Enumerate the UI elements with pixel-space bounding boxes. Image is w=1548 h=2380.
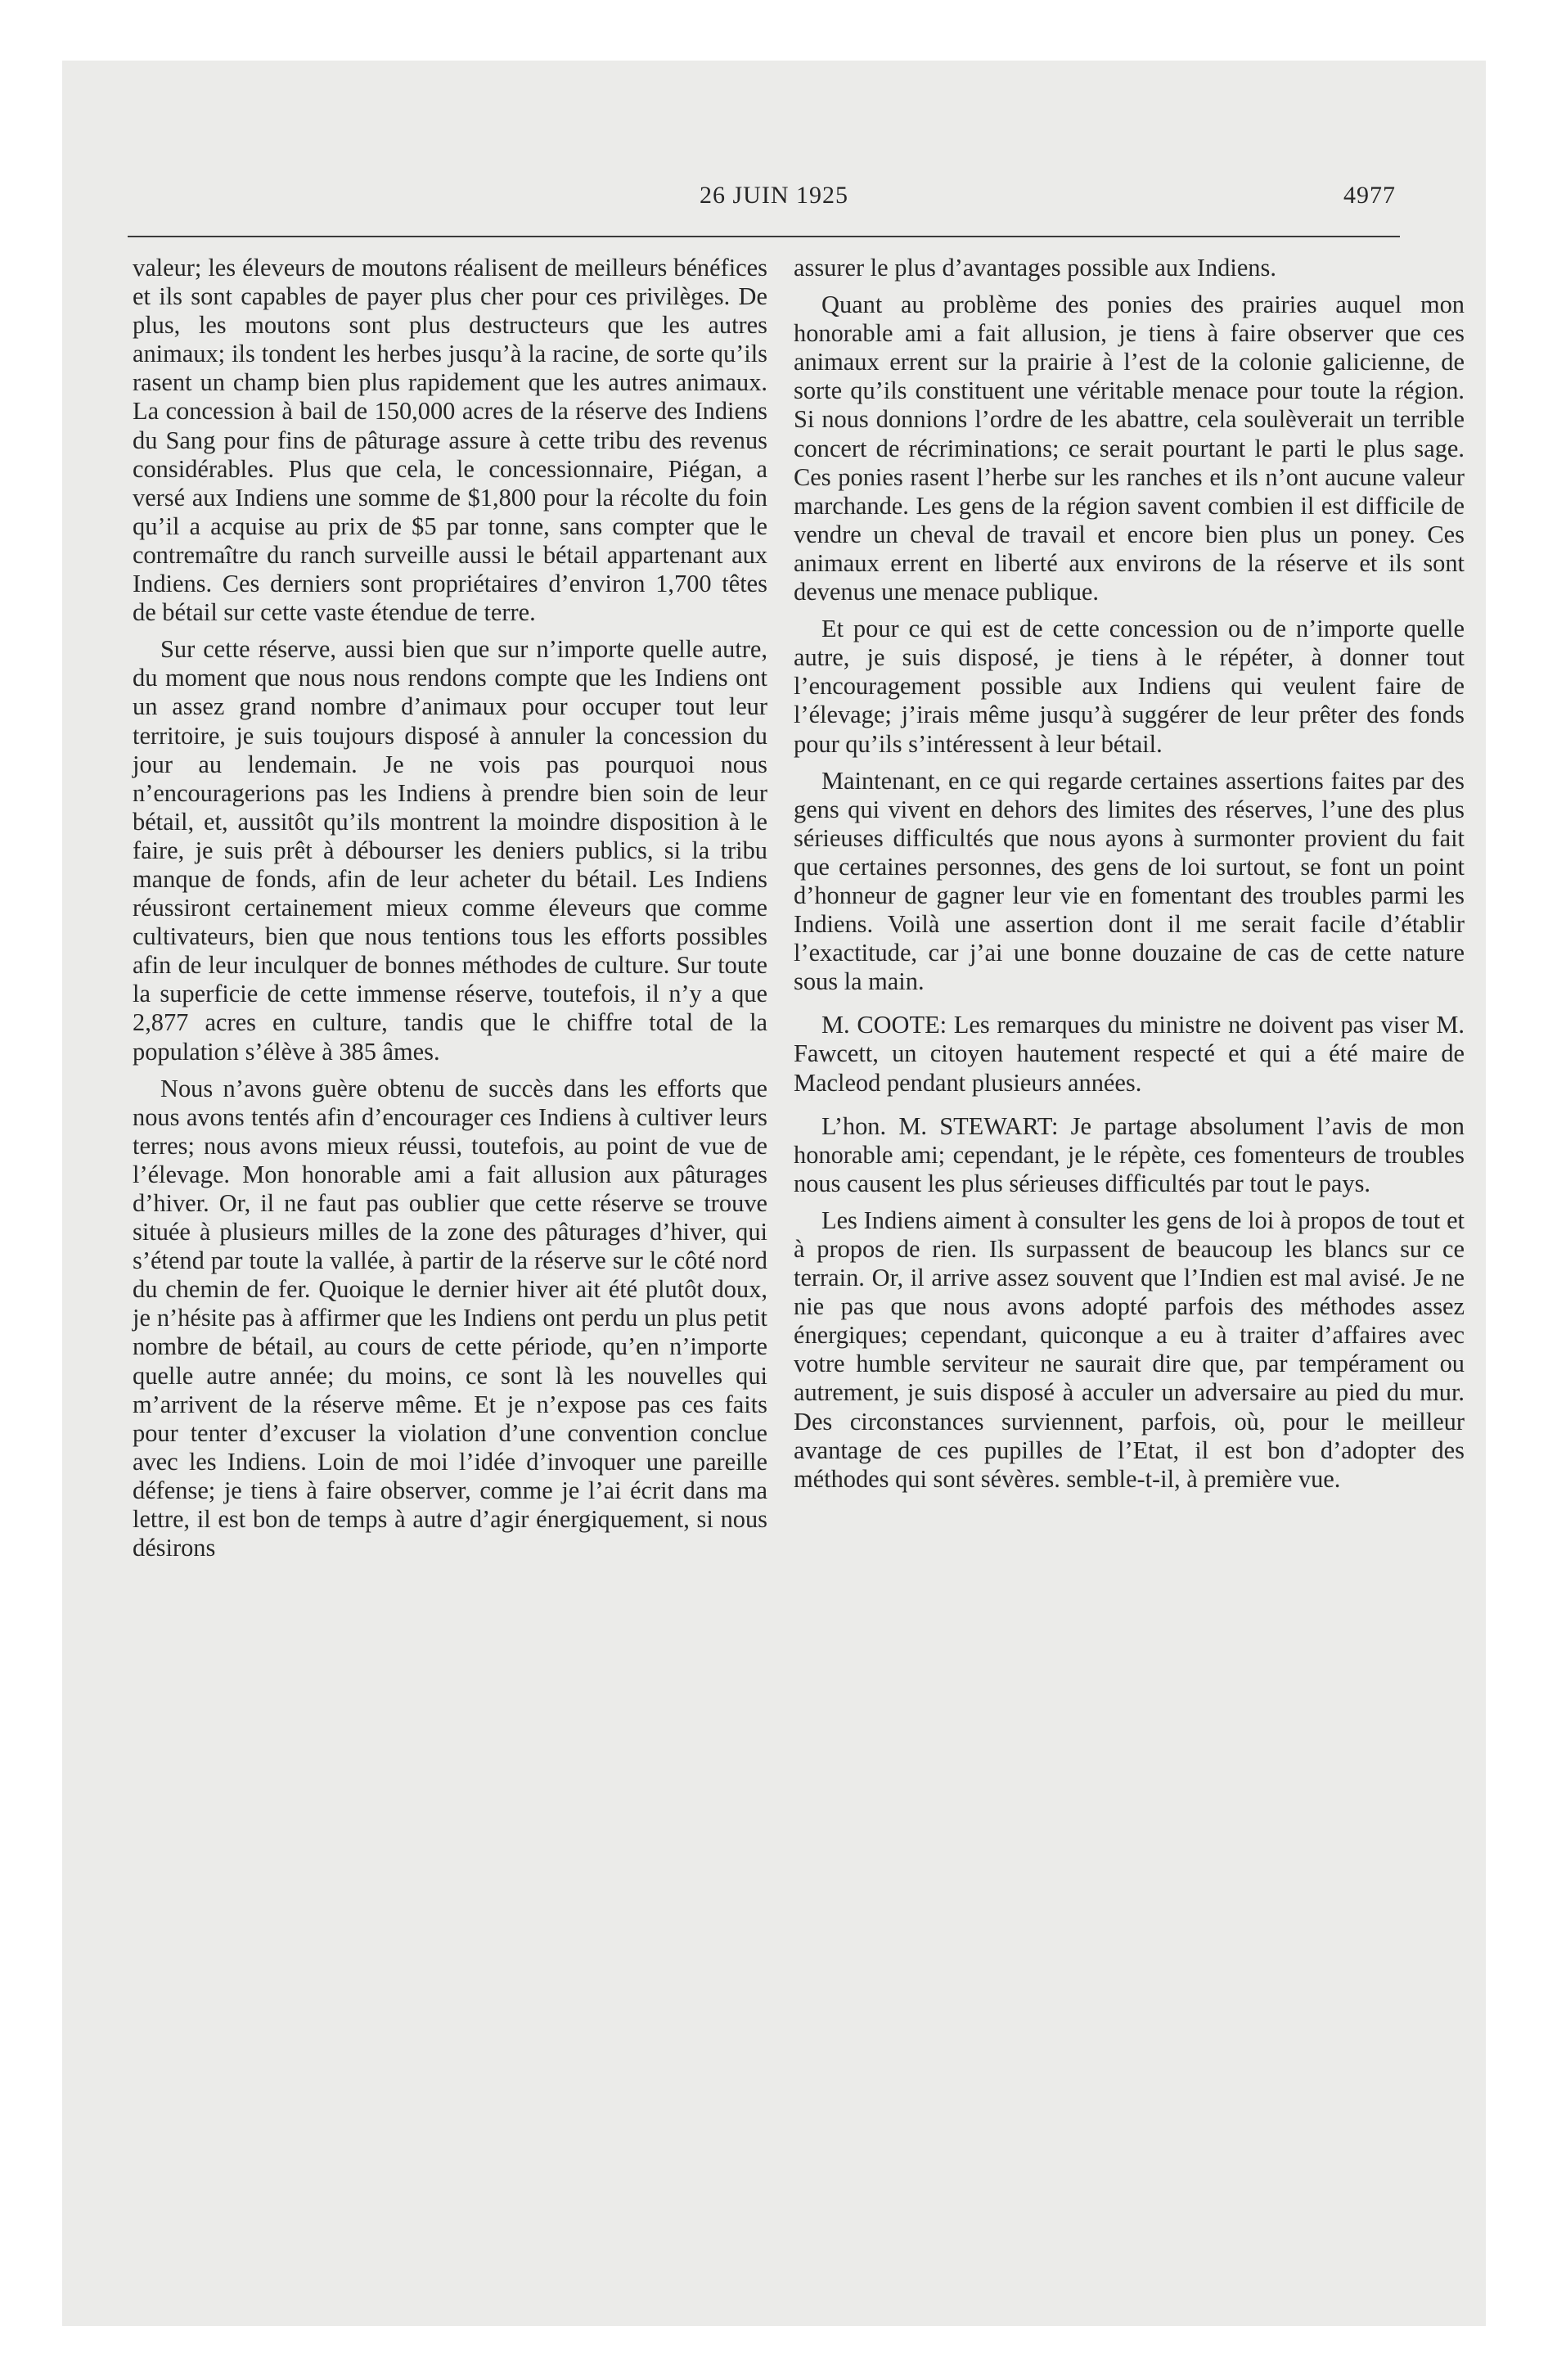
paragraph: Nous n’avons guère obtenu de succès dans les efforts que nous avons tentés afin d’encourager ces Indiens à cultiver leurs terres; nous avons mieux réussi, toutefois, au point de vue de l’élevage. Mon honorable ami a fait allusion aux pâturages d’hiver. Or, il ne faut pas oublier que cette réserve se trouve située à plusieurs milles de la zone des pâturages d’hiver, qui s’étend par toute la vallée, à partir de la réserve sur le côté nord du chemin de fer. Quoique le dernier hiver ait été plutôt doux, je n’hésite pas à affirmer que les Indiens ont perdu un plus petit nombre de bétail, au cours de cette période, qu’en n’importe quelle autre année; du moins, ce sont là les nouvelles qui m’arrivent de la réserve même. Et je n’expose pas ces faits pour tenter d’excuser la violation d’une convention conclue avec les Indiens. Loin de moi l’idée d’invoquer une pareille défense; je tiens à faire observer, comme je l’ai écrit dans ma lettre, il est bon de temps à autre d’agir énergiquement, si nous désirons bbox=[133, 1074, 767, 1562]
page-date: 26 JUIN 1925 bbox=[700, 182, 848, 209]
header-rule bbox=[128, 236, 1400, 237]
paragraph: Et pour ce qui est de cette concession ou de n’importe quelle autre, je suis disposé, je tiens à le répéter, à donner tout l’encouragement possible aux Indiens qui veulent faire de l’élevage; j’irais même jusqu’à suggérer de leur prêter des fonds pour qu’ils s’intéressent à leur bétail. bbox=[794, 615, 1465, 758]
paragraph: Sur cette réserve, aussi bien que sur n’importe quelle autre, du moment que nous nous rendons compte que les Indiens ont un assez grand nombre d’animaux pour occuper tout leur territoire, je suis toujours disposé à annuler la concession du jour au lendemain. Je ne vois pas pourquoi nous n’encouragerions pas les Indiens à prendre bien soin de leur bétail, et, aussitôt qu’ils montrent la moindre disposition à le faire, je suis prêt à débourser les deniers publics, si la tribu manque de fonds, afin de leur acheter du bétail. Les Indiens réussiront certainement mieux comme éleveurs que comme cultivateurs, bien que nous tentions tous les efforts possibles afin de leur inculquer de bonnes méthodes de culture. Sur toute la superficie de cette immense réserve, toutefois, il n’y a que 2,877 acres en culture, tandis que le chiffre total de la population s’élève à 385 âmes. bbox=[133, 635, 767, 1066]
page-header bbox=[62, 182, 1486, 214]
paragraph: Maintenant, en ce qui regarde certaines assertions faites par des gens qui vivent en dehors des limites des réserves, l’une des plus sérieuses difficultés que nous ayons à surmonter provient du fait que certaines personnes, des gens de loi surtout, se font un point d’honneur de gagner leur vie en fomentant des troubles parmi les Indiens. Voilà une assertion dont il me serait facile d’établir l’exactitude, car j’ai une bonne douzaine de cas de cette nature sous la main. bbox=[794, 766, 1465, 996]
paragraph: valeur; les éleveurs de moutons réalisent de meilleurs bénéfices et ils sont capables de payer plus cher pour ces privilèges. De plus, les moutons sont plus destructeurs que les autres animaux; ils tondent les herbes jusqu’à la racine, de sorte qu’ils rasent un champ bien plus rapidement que les autres animaux. La concession à bail de 150,000 acres de la réserve des Indiens du Sang pour fins de pâturage assure à cette tribu des revenus considérables. Plus que cela, le concessionnaire, Piégan, a versé aux Indiens une somme de $1,800 pour la récolte du foin qu’il a acquise au prix de $5 par tonne, sans compter que le contremaître du ranch surveille aussi le bétail appartenant aux Indiens. Ces derniers sont propriétaires d’environ 1,700 têtes de bétail sur cette vaste étendue de terre. bbox=[133, 254, 767, 627]
left-column bbox=[133, 254, 767, 1571]
page-number: 4977 bbox=[1343, 182, 1396, 209]
paragraph: assurer le plus d’avantages possible aux Indiens. bbox=[794, 254, 1276, 282]
scanned-page bbox=[62, 61, 1486, 2326]
paragraph: Les Indiens aiment à consulter les gens de loi à propos de tout et à propos de rien. Ils surpassent de beaucoup les blancs sur ce terrain. Or, il arrive assez souvent que l’Indien est mal avisé. Je ne nie pas que nous avons adopté parfois des méthodes assez énergiques; cependant, quiconque a eu à traiter d’affaires avec votre humble serviteur ne saurait dire que, par tempérament ou autrement, je suis disposé à acculer un adversaire au pied du mur. Des circonstances surviennent, parfois, où, pour le meilleur avantage de ces pupilles de l’Etat, il est bon d’adopter des méthodes qui sont sévères. semble-t-il, à première vue. bbox=[794, 1206, 1465, 1493]
paragraph: Quant au problème des ponies des prairies auquel mon honorable ami a fait allusion, je tiens à faire observer que ces animaux errent sur la prairie à l’est de la colonie galicienne, de sorte qu’ils constituent une véritable menace pour toute la région. Si nous donnions l’ordre de les abattre, cela soulèverait un terrible concert de récriminations; ce serait pourtant le parti le plus sage. Ces ponies rasent l’herbe sur les ranches et ils n’ont aucune valeur marchande. Les gens de la région savent combien il est difficile de vendre un cheval de travail et encore bien plus un poney. Ces animaux errent en liberté aux environs de la réserve et ils sont devenus une menace publique. bbox=[794, 291, 1465, 606]
speaker-paragraph: M. COOTE: Les remarques du ministre ne doivent pas viser M. Fawcett, un citoyen hautement respecté et qui a été maire de Macleod pendant plusieurs années. bbox=[794, 1011, 1465, 1097]
speaker-paragraph: L’hon. M. STEWART: Je partage absolument l’avis de mon honorable ami; cependant, je le répète, ces fomenteurs de troubles nous causent les plus sérieuses difficultés par tout le pays. bbox=[794, 1111, 1465, 1197]
right-column bbox=[794, 254, 1465, 1502]
